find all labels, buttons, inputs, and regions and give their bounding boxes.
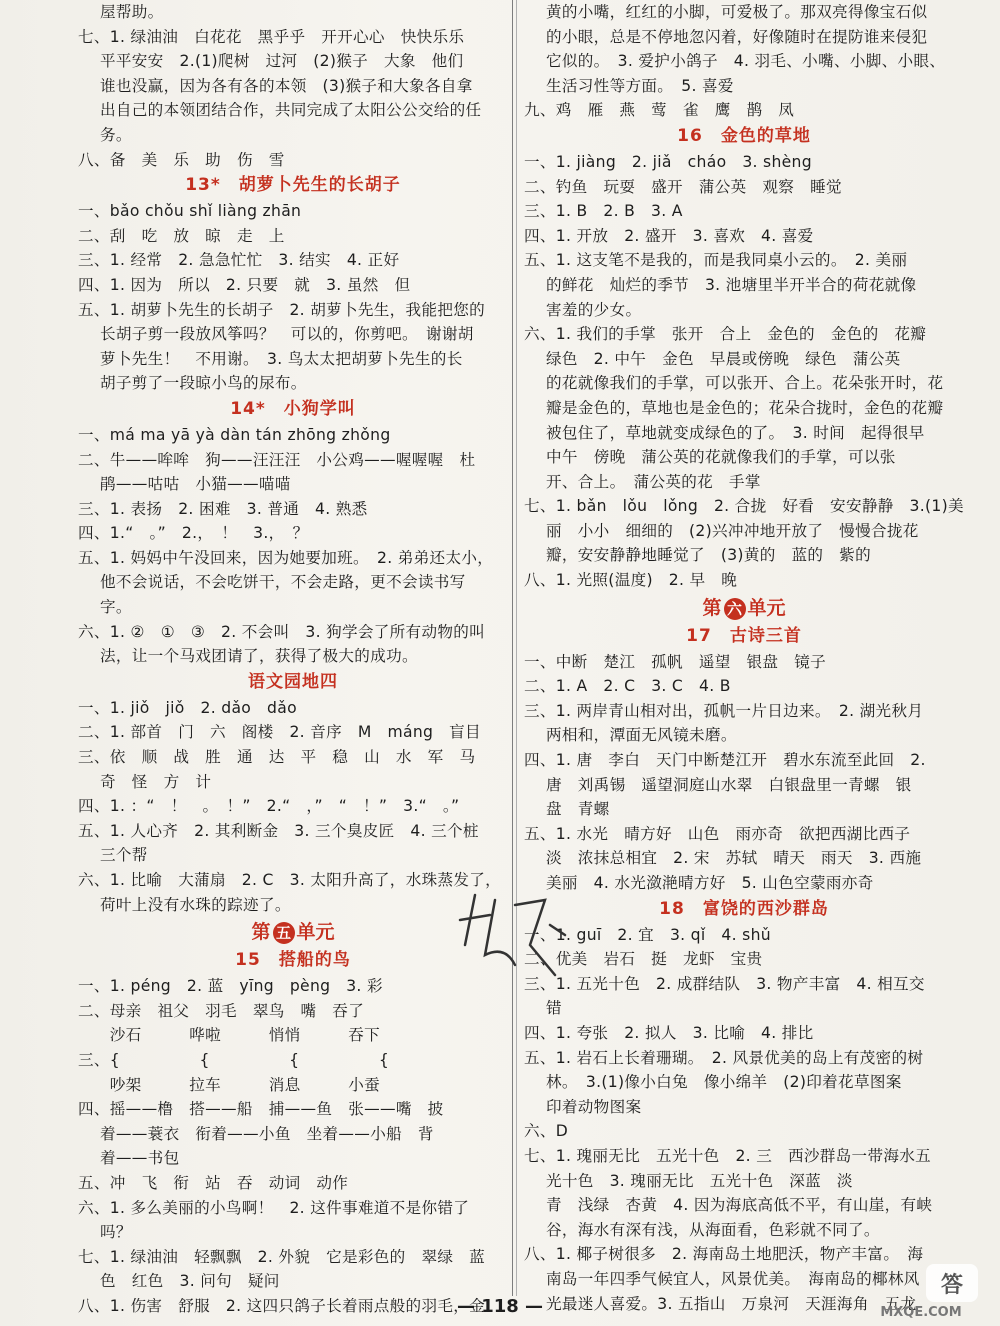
answer-line: 萝卜先生！ 不用谢。 3. 鸟太太把胡萝卜先生的长: [100, 349, 463, 368]
answer-line: 谷，海水有深有浅，从海面看，色彩就不同了。: [546, 1220, 880, 1239]
answer-line: 光十色 3. 瑰丽无比 五光十色 深蓝 淡: [546, 1171, 853, 1190]
answer-line: 四、摇——橹 搭——船 捕——鱼 张——嘴 披: [78, 1100, 444, 1119]
section-title: 14* 小狗学叫: [230, 398, 356, 419]
unit-heading: [524, 593, 964, 623]
answer-line: 一、1. jiàng 2. jiǎ cháo 3. shèng: [524, 152, 812, 171]
answer-line: 被包住了，草地就变成绿色的了。 3. 时间 起得很早: [546, 423, 925, 442]
unit-heading-part: 第: [251, 921, 271, 944]
answer-line: 屋帮助。: [100, 3, 164, 21]
answer-line: 八、1. 光照(温度) 2. 早 晚: [524, 571, 738, 590]
answer-line: 的花就像我们的手掌，可以张开、合上。花朵张开时，花: [546, 374, 944, 393]
answer-line: 二、刮 吃 放 晾 走 上: [78, 226, 285, 245]
answer-line: 五、1. 胡萝卜先生的长胡子 2. 胡萝卜先生，我能把您的: [78, 300, 486, 319]
answer-line: 的鲜花 灿烂的季节 3. 池塘里半开半合的荷花就像: [546, 275, 917, 294]
section-title: 18 富饶的西沙群岛: [659, 898, 829, 919]
section-title: 13* 胡萝卜先生的长胡子: [185, 175, 401, 196]
answer-line: 六、1. 我们的手掌 张开 合上 金色的 金色的 花瓣: [524, 325, 927, 344]
answer-line: 的小眼，总是不停地忽闪着，好像随时在提防谁来侵犯: [546, 27, 928, 46]
answer-line: 三、1. 表扬 2. 困难 3. 普通 4. 熟悉: [78, 499, 368, 518]
answer-line: 淡 浓抹总相宜 2. 宋 苏轼 晴天 雨天 3. 西施: [546, 849, 922, 868]
answer-line: 错: [546, 999, 562, 1018]
unit-heading-part: 单元: [296, 921, 335, 944]
answer-line: 五、1. 这支笔不是我的，而是我同桌小云的。 2. 美丽: [524, 251, 908, 270]
answer-line: 着——蓑衣 衔着——小鱼 坐着——小船 背: [100, 1124, 434, 1143]
answer-line: 两相和，潭面无风镜未磨。: [546, 726, 737, 745]
answer-line: 八、1. 伤害 舒服 2. 这四只鸽子长着雨点般的羽毛，金: [78, 1296, 486, 1315]
answer-line: 一、1. péng 2. 蓝 yīng pèng 3. 彩: [78, 977, 383, 996]
answer-line: 开、合上。 蒲公英的花 手掌: [546, 472, 761, 491]
answer-line: 吵架 拉车 消息 小蚕: [78, 1075, 380, 1094]
answer-line: 盘 青螺: [546, 800, 610, 819]
answer-line: 鹃——咕咕 小猫——喵喵: [100, 475, 291, 494]
answer-line: 九、鸡 雁 燕 莺 雀 鹰 鹊 凤: [524, 101, 795, 120]
answer-line: 务。: [100, 125, 132, 144]
section-title: 15 搭船的鸟: [235, 950, 351, 971]
answer-line: 生活习性等方面。 5. 喜爱: [546, 76, 734, 95]
answer-line: 着——书包: [100, 1149, 180, 1168]
answer-line: 五、1. 岩石上长着珊瑚。 2. 风景优美的岛上有茂密的树: [524, 1048, 924, 1067]
watermark-text: MXQE.COM: [880, 1305, 962, 1320]
answer-line: 三、1. 两岸青山相对出，孤帆一片日边来。 2. 湖光秋月: [524, 701, 924, 720]
unit-heading-part: 单元: [747, 596, 786, 619]
answer-line: 丽 小小 细细的 (2)兴冲冲地开放了 慢慢合拢花: [546, 521, 919, 540]
answer-line: 五、1. 妈妈中午没回来，因为她要加班。 2. 弟弟还太小，: [78, 548, 494, 567]
answer-line: 胡子剪了一段晾小鸟的尿布。: [100, 374, 307, 393]
answer-line: 八、1. 椰子树很多 2. 海南岛土地肥沃，物产丰富。 海: [524, 1245, 924, 1264]
answer-line: 一、1. jiǒ jiǒ 2. dǎo dǎo: [78, 698, 297, 717]
column-divider: [512, 0, 513, 1296]
unit-heading-part: 五: [273, 922, 295, 944]
answer-line: 七、1. 绿油油 白花花 黑乎乎 开开心心 快快乐乐: [78, 27, 465, 46]
answer-line: 三、1. B 2. B 3. A: [524, 202, 683, 221]
answer-line: 它似的。 3. 爱护小鸽子 4. 羽毛、小嘴、小脚、小眼、: [546, 52, 946, 71]
left-column: [78, 0, 508, 1319]
answer-line: 三、{ { { {: [78, 1050, 390, 1069]
answer-line: 瓣是金色的，草地也是金色的；花朵合拢时，金色的花瓣: [546, 398, 944, 417]
answer-line: 二、1. 部首 门 六 阁楼 2. 音序 M máng 盲目: [78, 723, 481, 742]
section-title: 17 古诗三首: [686, 625, 802, 646]
answer-line: 五、1. 水光 晴方好 山色 雨亦奇 欲把西湖比西子: [524, 824, 911, 843]
answer-line: 法，让一个马戏团请了，获得了极大的成功。: [100, 647, 418, 666]
answer-line: 印着动物图案: [546, 1097, 642, 1116]
answer-line: 光最迷人喜爱。3. 五指山 万泉河 天涯海角 五龙: [546, 1294, 917, 1313]
answer-line: 荷叶上没有水珠的踪迹了。: [100, 895, 291, 914]
answer-line: 三个帮: [100, 846, 148, 865]
handwriting-scribble: [455, 885, 575, 985]
answer-line: 他不会说话，不会吃饼干，不会走路，更不会读书写: [100, 573, 466, 592]
answer-line: 长胡子剪一段放风筝吗？ 可以的，你剪吧。 谢谢胡: [100, 325, 474, 344]
answer-line: 吗？: [100, 1223, 132, 1242]
answer-line: 沙石 哗啦 悄悄 吞下: [78, 1026, 380, 1045]
answer-line: 色 红色 3. 问句 疑问: [100, 1272, 280, 1291]
answer-line: 唐 刘禹锡 遥望洞庭山水翠 白银盘里一青螺 银: [546, 775, 912, 794]
answer-line: 中午 傍晚 蒲公英的花就像我们的手掌，可以张: [546, 448, 896, 467]
answer-line: 一、bǎo chǒu shǐ liàng zhān: [78, 202, 302, 221]
answer-line: 四、1. 因为 所以 2. 只要 就 3. 虽然 但: [78, 275, 411, 294]
answer-line: 害羞的少女。: [546, 300, 642, 319]
answer-line: 四、1. 唐 李白 天门中断楚江开 碧水东流至此回 2.: [524, 751, 926, 770]
answer-line: 青 浅绿 杏黄 4. 因为海底高低不平，有山崖，有峡: [546, 1196, 933, 1215]
answer-line: 出自己的本领团结合作，共同完成了太阳公公交给的任: [100, 101, 482, 120]
watermark-logo: [856, 1260, 986, 1320]
answer-line: 二、母亲 祖父 羽毛 翠鸟 嘴 吞了: [78, 1001, 365, 1020]
answer-line: 七、1. 绿油油 轻飘飘 2. 外貌 它是彩色的 翠绿 蓝: [78, 1247, 486, 1266]
answer-line: 美丽 4. 水光潋滟晴方好 5. 山色空蒙雨亦奇: [546, 874, 874, 892]
answer-line: 二、钓鱼 玩耍 盛开 蒲公英 观察 睡觉: [524, 177, 842, 196]
section-title: 16 金色的草地: [677, 125, 811, 146]
answer-line: 三、依 顺 战 胜 通 达 平 稳 山 水 军 马: [78, 748, 476, 767]
answer-line: 二、优美 岩石 挺 龙虾 宝贵: [524, 950, 763, 969]
answer-line: 一、中断 楚江 孤帆 遥望 银盘 镜子: [524, 652, 826, 671]
answer-line: 四、1.“ 。” 2.， ！ 3.， ？: [78, 524, 309, 543]
unit-heading: [78, 917, 508, 947]
section-title: 语文园地四: [248, 671, 338, 692]
answer-line: 一、má ma yā yà dàn tán zhōng zhǒng: [78, 425, 391, 444]
answer-line: 八、备 美 乐 助 伤 雪: [78, 150, 285, 169]
answer-line: 一、1. guī 2. 宜 3. qǐ 4. shǔ: [524, 925, 771, 944]
unit-heading-part: 第: [702, 596, 722, 619]
answer-line: 林。 3.(1)像小白兔 像小绵羊 (2)印着花草图案: [546, 1073, 902, 1092]
answer-line: 五、1. 人心齐 2. 其利断金 3. 三个臭皮匠 4. 三个桩: [78, 821, 479, 840]
answer-line: 黄的小嘴，红红的小脚，可爱极了。那双亮得像宝石似: [546, 3, 928, 21]
answer-line: 南岛一年四季气候宜人，风景优美。 海南岛的椰林风: [546, 1269, 920, 1288]
right-column: [524, 0, 964, 1316]
answer-line: 六、1. 多么美丽的小鸟啊！ 2. 这件事难道不是你错了: [78, 1198, 470, 1217]
answer-line: 五、冲 飞 衔 站 吞 动词 动作: [78, 1173, 349, 1192]
answer-line: 四、1. ：“ ！ 。 ！” 2.“ ，” “ ！” 3.“ 。”: [78, 797, 460, 816]
answer-line: 六、1. ② ① ③ 2. 不会叫 3. 狗学会了所有动物的叫: [78, 622, 486, 641]
answer-line: 四、1. 开放 2. 盛开 3. 喜欢 4. 喜爱: [524, 226, 814, 245]
answer-line: 三、1. 五光十色 2. 成群结队 3. 物产丰富 4. 相互交: [524, 974, 925, 993]
answer-line: 六、1. 比喻 大蒲扇 2. C 3. 太阳升高了，水珠蒸发了，: [78, 871, 502, 889]
column-divider-inner: [516, 0, 517, 1296]
answer-line: 字。: [100, 598, 132, 617]
answer-line: 六、D: [524, 1122, 569, 1141]
unit-heading-part: 六: [724, 598, 746, 620]
answer-line: 二、1. A 2. C 3. C 4. B: [524, 677, 731, 696]
svg-text:答: 答: [940, 1273, 964, 1298]
answer-line: 七、1. bǎn lǒu lǒng 2. 合拢 好看 安安静静 3.(1)美: [524, 497, 964, 516]
answer-line: 四、1. 夸张 2. 拟人 3. 比喻 4. 排比: [524, 1023, 814, 1042]
answer-line: 谁也没赢，因为各有各的本领 (3)猴子和大象各自拿: [100, 76, 473, 95]
answer-line: 七、1. 瑰丽无比 五光十色 2. 三 西沙群岛一带海水五: [524, 1146, 932, 1165]
answer-line: 绿色 2. 中午 金色 早晨或傍晚 绿色 蒲公英: [546, 349, 901, 368]
answer-line: 二、牛——哞哞 狗——汪汪汪 小公鸡——喔喔喔 杜: [78, 450, 476, 469]
answer-line: 三、1. 经常 2. 急急忙忙 3. 结实 4. 正好: [78, 251, 400, 270]
answer-line: 瓣，安安静静地睡觉了 (3)黄的 蓝的 紫的: [546, 546, 871, 565]
page-number: — 118 —: [456, 1296, 544, 1317]
answer-line: 平平安安 2.(1)爬树 过河 (2)猴子 大象 他们: [100, 52, 464, 71]
answer-line: 奇 怪 方 计: [100, 772, 212, 791]
